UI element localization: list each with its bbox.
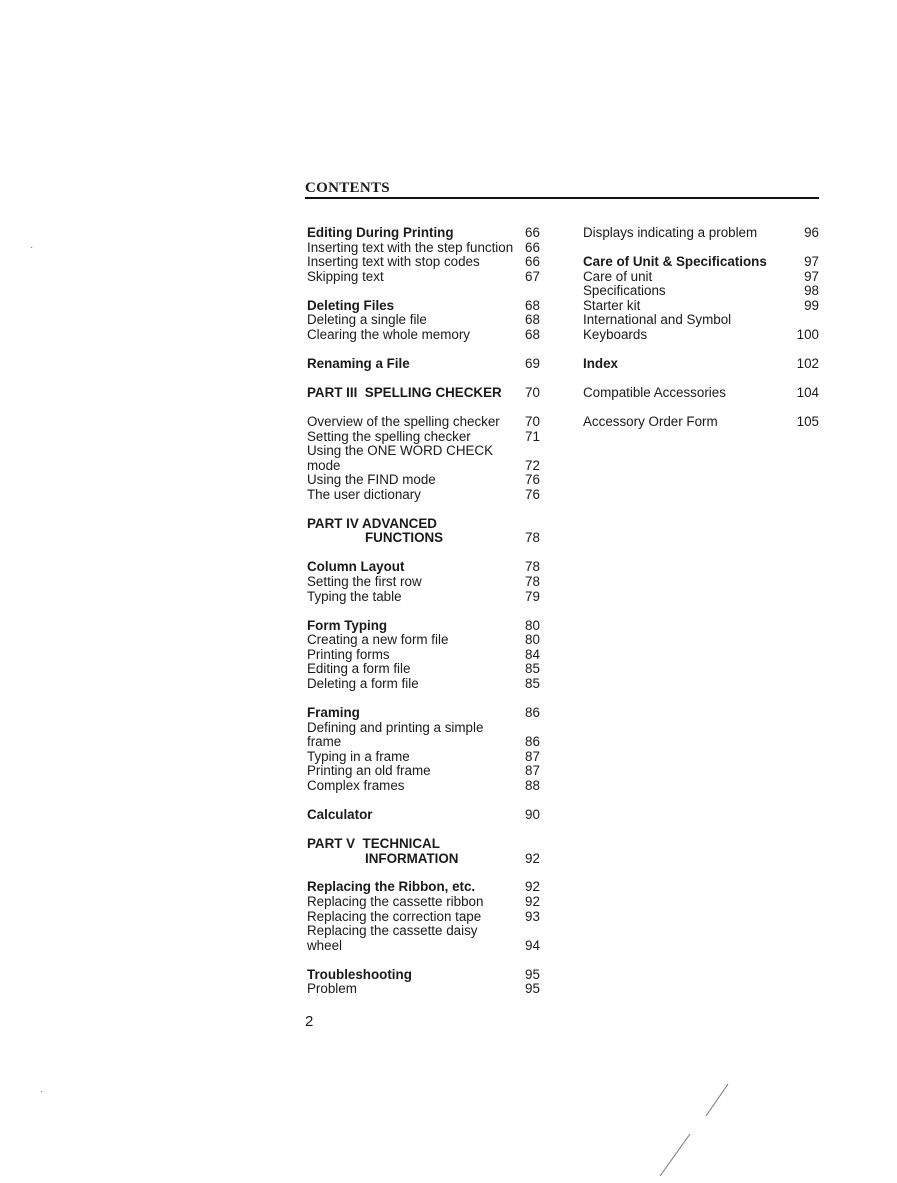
toc-section <box>307 226 547 284</box>
toc-entry-page: 79 <box>525 588 540 604</box>
toc-entry-page: 84 <box>525 646 540 662</box>
toc-section <box>307 299 547 343</box>
toc-section <box>307 517 547 546</box>
toc-entry-page: 68 <box>525 297 540 313</box>
toc-entry-page: 97 <box>804 268 819 284</box>
toc-entry <box>583 386 819 401</box>
toc-entry-page: 92 <box>525 850 540 866</box>
toc-entry-title: Specifications <box>583 283 666 299</box>
toc-entry-page: 78 <box>525 559 540 575</box>
toc-entry-title: Overview of the spelling checker <box>307 413 500 429</box>
toc-section <box>307 357 547 372</box>
toc-entry-title: Replacing the cassette ribbon <box>307 894 484 910</box>
toc-entry-page: 94 <box>525 937 540 953</box>
toc-entry-page: 98 <box>804 283 819 299</box>
toc-section-heading <box>307 560 547 575</box>
toc-section-heading <box>307 226 547 241</box>
toc-entry <box>307 430 547 445</box>
toc-entry <box>307 764 547 779</box>
toc-entry-page: 68 <box>525 312 540 328</box>
toc-entry-title: Displays indicating a problem <box>583 225 758 240</box>
toc-entry-title: Defining and printing a simple <box>307 719 484 735</box>
toc-entry-page: 88 <box>525 777 540 793</box>
toc-section <box>307 880 547 953</box>
toc-entry <box>307 488 547 503</box>
toc-section <box>307 706 547 794</box>
toc-entry-page: 97 <box>804 253 819 269</box>
toc-entry-title: Deleting a single file <box>307 312 427 328</box>
toc-section-heading <box>307 531 547 546</box>
toc-entry <box>307 241 547 256</box>
toc-entry-title: Compatible Accessories <box>583 384 726 400</box>
toc-section <box>307 560 547 604</box>
toc-entry <box>307 735 547 750</box>
toc-entry-title: Printing an old frame <box>307 763 431 779</box>
toc-entry-title: Replacing the cassette daisy <box>307 923 478 939</box>
toc-entry-page: 76 <box>525 486 540 502</box>
toc-entry-title: Calculator <box>307 806 373 822</box>
toc-entry-title: Typing in a frame <box>307 748 410 764</box>
toc-entry-title: Keyboards <box>583 326 648 342</box>
scan-scratch <box>650 1080 740 1180</box>
toc-entry-title: PART IV ADVANCED <box>307 515 437 531</box>
toc-entry-title: Column Layout <box>307 559 405 575</box>
toc-entry <box>307 982 547 997</box>
toc-entry-title: Complex frames <box>307 777 405 793</box>
toc-section-heading <box>307 880 547 895</box>
toc-entry-page: 66 <box>525 225 540 240</box>
toc-entry <box>307 459 547 474</box>
toc-entry <box>307 473 547 488</box>
toc-entry-page: 66 <box>525 239 540 255</box>
toc-entry-title: PART III SPELLING CHECKER <box>307 384 502 400</box>
toc-entry <box>583 270 819 285</box>
toc-section-heading <box>307 852 547 867</box>
toc-entry-title: Editing During Printing <box>307 225 454 240</box>
toc-entry-title: Skipping text <box>307 268 384 284</box>
toc-entry <box>307 270 547 285</box>
toc-entry-title: Care of unit <box>583 268 653 284</box>
toc-entry-page: 71 <box>525 428 540 444</box>
toc-entry <box>307 328 547 343</box>
page-title: CONTENTS <box>305 180 390 196</box>
toc-entry-title: The user dictionary <box>307 486 421 502</box>
toc-entry-page: 70 <box>525 413 540 429</box>
toc-entry <box>307 575 547 590</box>
toc-section <box>583 415 819 430</box>
toc-section <box>583 386 819 401</box>
toc-entry-title: Troubleshooting <box>307 966 412 982</box>
toc-entry <box>307 895 547 910</box>
toc-section-heading <box>583 255 819 270</box>
toc-entry-title: Printing forms <box>307 646 390 662</box>
toc-entry-page: 67 <box>525 268 540 284</box>
toc-entry <box>583 226 819 241</box>
toc-entry <box>583 415 819 430</box>
toc-section-heading <box>307 299 547 314</box>
toc-entry-page: 100 <box>796 326 819 342</box>
toc-entry-page: 92 <box>525 879 540 895</box>
toc-entry-page: 78 <box>525 574 540 590</box>
toc-entry <box>307 924 547 939</box>
toc-entry-title: Accessory Order Form <box>583 413 718 429</box>
toc-entry-page: 105 <box>796 413 819 429</box>
toc-section <box>307 837 547 866</box>
toc-entry-title: Using the ONE WORD CHECK <box>307 443 494 459</box>
toc-entry-title: Replacing the Ribbon, etc. <box>307 879 476 895</box>
toc-entry-page: 104 <box>796 384 819 400</box>
toc-entry-title: PART V TECHNICAL <box>307 835 440 851</box>
toc-entry <box>307 939 547 954</box>
toc-entry-page: 76 <box>525 472 540 488</box>
toc-entry <box>583 299 819 314</box>
toc-entry-page: 96 <box>804 225 819 240</box>
toc-entry <box>583 313 819 328</box>
toc-entry-page: 86 <box>525 734 540 750</box>
toc-entry-title: Renaming a File <box>307 355 410 371</box>
toc-entry <box>583 328 819 343</box>
toc-section-heading <box>307 619 547 634</box>
toc-entry-page: 80 <box>525 632 540 648</box>
toc-entry-page: 72 <box>525 457 540 473</box>
toc-entry-page: 93 <box>525 908 540 924</box>
toc-entry <box>307 444 547 459</box>
toc-section-heading <box>307 517 547 532</box>
toc-entry-page: 95 <box>525 981 540 997</box>
toc-entry-title: Inserting text with the step function <box>307 239 514 255</box>
toc-entry-page: 69 <box>525 355 540 371</box>
toc-entry-title: Clearing the whole memory <box>307 326 470 342</box>
toc-entry-page: 86 <box>525 704 540 720</box>
toc-entry-title: Form Typing <box>307 617 388 633</box>
toc-entry-page: 87 <box>525 748 540 764</box>
toc-section <box>307 386 547 401</box>
toc-section <box>583 226 819 241</box>
toc-entry-title: International and Symbol <box>583 312 732 328</box>
toc-entry <box>307 590 547 605</box>
toc-section <box>307 968 547 997</box>
toc-entry-page: 99 <box>804 297 819 313</box>
toc-entry-page: 68 <box>525 326 540 342</box>
toc-section-heading <box>307 706 547 721</box>
toc-entry <box>307 633 547 648</box>
scan-speck: · <box>30 242 34 253</box>
toc-entry-title: Setting the first row <box>307 574 422 590</box>
toc-section <box>583 357 819 372</box>
toc-entry <box>307 721 547 736</box>
toc-entry-title: Index <box>583 355 618 371</box>
scan-speck: · <box>40 1086 44 1097</box>
toc-entry-title: Starter kit <box>583 297 641 313</box>
toc-entry-page: 95 <box>525 966 540 982</box>
toc-entry <box>307 313 547 328</box>
toc-entry-page: 102 <box>796 355 819 371</box>
toc-entry-title: Deleting Files <box>307 297 395 313</box>
toc-entry <box>307 662 547 677</box>
toc-left-column <box>307 226 547 1011</box>
toc-right-column <box>583 226 819 444</box>
toc-entry-title: Creating a new form file <box>307 632 449 648</box>
toc-entry <box>307 648 547 663</box>
toc-section-heading <box>583 357 819 372</box>
toc-section <box>583 255 819 343</box>
toc-entry-page: 85 <box>525 675 540 691</box>
toc-entry-page: 87 <box>525 763 540 779</box>
toc-entry-page: 78 <box>525 530 540 546</box>
toc-entry-title: Inserting text with stop codes <box>307 254 480 270</box>
toc-entry-title: mode <box>307 457 341 473</box>
toc-entry <box>307 415 547 430</box>
toc-entry-title: Problem <box>307 981 357 997</box>
toc-entry-title: frame <box>307 734 342 750</box>
toc-section-heading <box>307 357 547 372</box>
toc-section-heading <box>307 837 547 852</box>
toc-entry-title: Replacing the correction tape <box>307 908 482 924</box>
toc-section <box>307 415 547 503</box>
toc-entry-page: 92 <box>525 894 540 910</box>
title-rule <box>305 197 819 199</box>
toc-entry-title: Using the FIND mode <box>307 472 436 488</box>
toc-entry-title: Framing <box>307 704 360 720</box>
toc-entry-title: INFORMATION <box>365 850 459 866</box>
toc-entry-page: 80 <box>525 617 540 633</box>
toc-entry-title: wheel <box>307 937 342 953</box>
toc-entry-page: 70 <box>525 384 540 400</box>
toc-entry-title: Typing the table <box>307 588 402 604</box>
toc-entry <box>307 750 547 765</box>
toc-entry-title: FUNCTIONS <box>365 530 444 546</box>
toc-entry <box>583 284 819 299</box>
toc-entry-page: 85 <box>525 661 540 677</box>
toc-entry-title: Editing a form file <box>307 661 411 677</box>
toc-section-heading <box>307 808 547 823</box>
toc-entry-title: Care of Unit & Specifications <box>583 253 767 269</box>
toc-entry <box>307 677 547 692</box>
page-number: 2 <box>305 1013 314 1030</box>
toc-section <box>307 619 547 692</box>
toc-section-heading <box>307 968 547 983</box>
toc-section <box>307 808 547 823</box>
toc-entry <box>307 255 547 270</box>
toc-section-heading <box>307 386 547 401</box>
toc-entry-page: 90 <box>525 806 540 822</box>
toc-entry-title: Setting the spelling checker <box>307 428 471 444</box>
toc-entry <box>307 910 547 925</box>
toc-entry <box>307 779 547 794</box>
toc-entry-page: 66 <box>525 254 540 270</box>
toc-entry-title: Deleting a form file <box>307 675 419 691</box>
